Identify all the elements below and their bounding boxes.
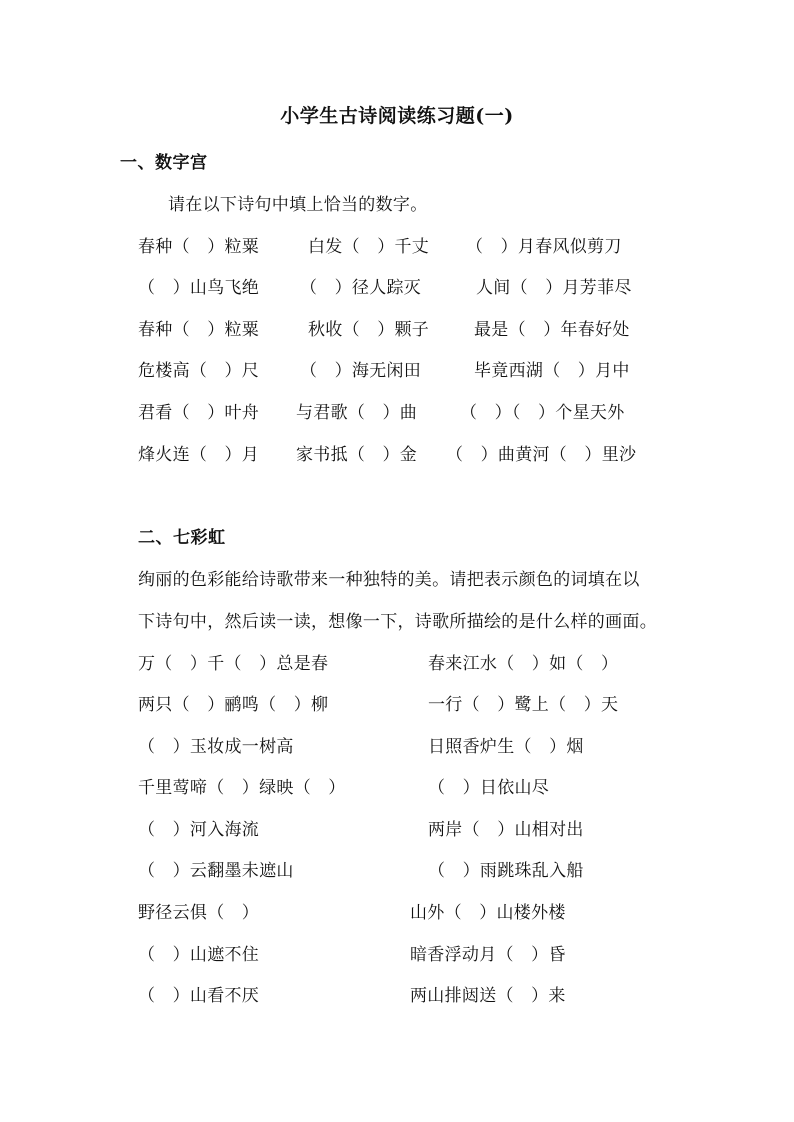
s2-row3-left: （ ）玉妆成一树高 (138, 737, 294, 757)
s2-row8-left: （ ）山遮不住 (138, 945, 260, 965)
s1-row4-col3: 毕竟西湖（ ）月中 (474, 361, 630, 381)
s1-row5-col2: 与君歌（ ）曲 (296, 403, 418, 423)
s2-row4-right: （ ）日依山尽 (428, 778, 550, 798)
s1-row3-col1: 春种（ ）粒粟 (138, 320, 260, 340)
section2-intro-line1: 绚丽的色彩能给诗歌带来一种独特的美。请把表示颜色的词填在以 (138, 570, 640, 590)
s1-row1-col2: 白发（ ）千丈 (308, 237, 430, 257)
s2-row1-left: 万（ ）千（ ）总是春 (138, 654, 329, 674)
s2-row6-right: （ ）雨跳珠乱入船 (428, 861, 584, 881)
s2-row1-right: 春来江水（ ）如（ ） (428, 654, 619, 674)
s1-row5-col1: 君看（ ）叶舟 (138, 403, 260, 423)
s1-row4-col1: 危楼高（ ）尺 (138, 361, 260, 381)
s2-row7-left: 野径云俱（ ） (138, 903, 260, 923)
s2-row2-right: 一行（ ）鹭上（ ）天 (428, 695, 619, 715)
section1-heading: 一、数字宫 (120, 153, 208, 173)
s2-row5-right: 两岸（ ）山相对出 (428, 820, 584, 840)
s1-row6-col3: （ ）曲黄河（ ）里沙 (446, 445, 637, 465)
s1-row1-col3: （ ）月春风似剪刀 (466, 237, 622, 257)
s2-row2-left: 两只（ ）鹂鸣（ ）柳 (138, 695, 329, 715)
s2-row8-right: 暗香浮动月（ ）昏 (410, 945, 566, 965)
s2-row7-right: 山外（ ）山楼外楼 (410, 903, 566, 923)
section2-heading: 二、七彩虹 (138, 528, 226, 548)
s1-row4-col2: （ ）海无闲田 (300, 361, 422, 381)
s2-row6-left: （ ）云翻墨未遮山 (138, 861, 294, 881)
s1-row6-col2: 家书抵（ ）金 (296, 445, 418, 465)
s1-row3-col2: 秋收（ ）颗子 (308, 320, 430, 340)
s2-row3-right: 日照香炉生（ ）烟 (428, 737, 584, 757)
s1-row1-col1: 春种（ ）粒粟 (138, 237, 260, 257)
s1-row5-col3: （ ）（ ）个星天外 (460, 403, 625, 423)
s1-row6-col1: 烽火连（ ）月 (138, 445, 260, 465)
section1-instruction: 请在以下诗句中填上恰当的数字。 (168, 195, 428, 215)
s1-row2-col1: （ ）山鸟飞绝 (138, 278, 260, 298)
s1-row2-col3: 人间（ ）月芳菲尽 (476, 278, 632, 298)
s2-row4-left: 千里莺啼（ ）绿映（ ） (138, 778, 346, 798)
s1-row2-col2: （ ）径人踪灭 (300, 278, 422, 298)
page-title: 小学生古诗阅读练习题(一) (280, 105, 514, 127)
s2-row5-left: （ ）河入海流 (138, 820, 260, 840)
s2-row9-left: （ ）山看不厌 (138, 986, 260, 1006)
section2-intro-line2: 下诗句中，然后读一读，想像一下，诗歌所描绘的是什么样的画面。 (138, 612, 657, 632)
s1-row3-col3: 最是（ ）年春好处 (474, 320, 630, 340)
s2-row9-right: 两山排闼送（ ）来 (410, 986, 566, 1006)
